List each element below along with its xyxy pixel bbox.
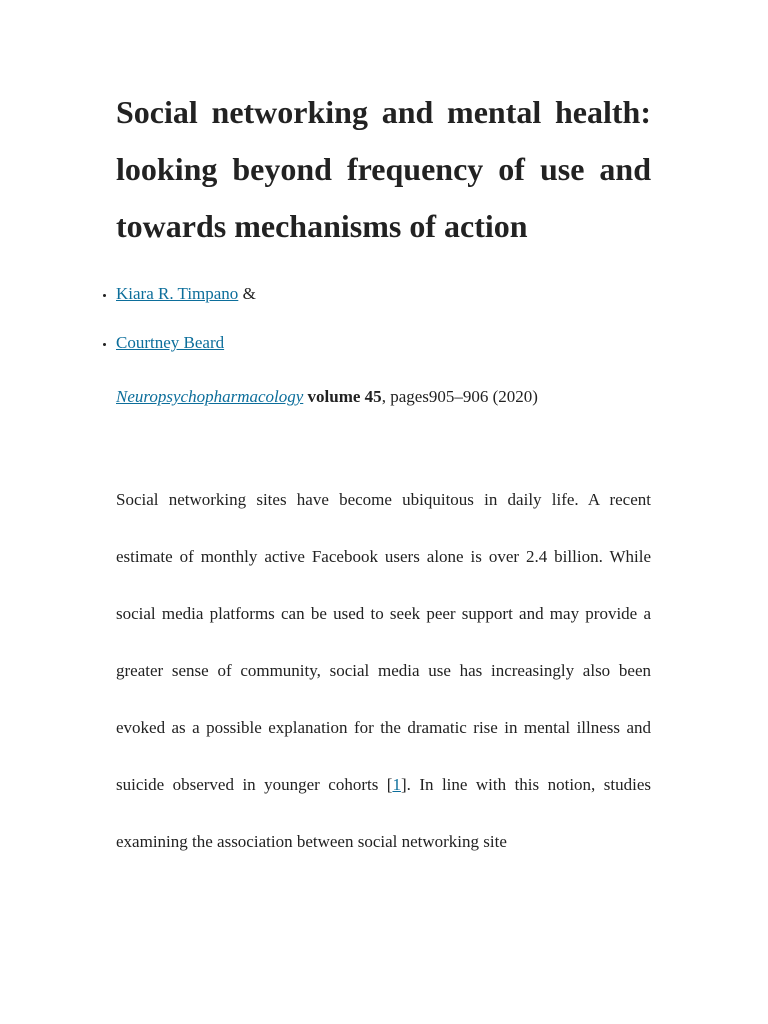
author-link-timpano[interactable]: Kiara R. Timpano bbox=[116, 284, 239, 303]
article bbox=[116, 84, 651, 874]
journal-link[interactable]: Neuropsychopharmacology bbox=[116, 387, 304, 406]
reference-link-1[interactable]: 1 bbox=[392, 775, 401, 794]
citation-pages: , pages905–906 (2020) bbox=[381, 387, 538, 406]
author-item bbox=[116, 333, 651, 353]
body-text-part1: Social networking sites have become ubiquitous in daily life. A recent estimate of monthly active Facebook users alone is over 2.4 billion. While social media platforms can be used to seek peer support and may provide a greater sense of community, social media use has increasingly also been evoked as a possible explanation for the dramatic rise in mental illness and suicide observed in younger cohorts [ bbox=[116, 490, 651, 794]
citation-volume: volume 45 bbox=[307, 387, 382, 406]
citation bbox=[116, 387, 651, 407]
body-text-part2: ]. In line with this notion, studies examining the association between social networking site bbox=[116, 775, 651, 851]
author-link-beard[interactable]: Courtney Beard bbox=[116, 333, 225, 352]
author-list bbox=[116, 284, 651, 353]
article-title: Social networking and mental health: looking beyond frequency of use and towards mechanisms of action bbox=[116, 94, 651, 244]
author-item bbox=[116, 284, 651, 304]
body-paragraph bbox=[116, 471, 651, 870]
author-separator: & bbox=[238, 284, 256, 303]
